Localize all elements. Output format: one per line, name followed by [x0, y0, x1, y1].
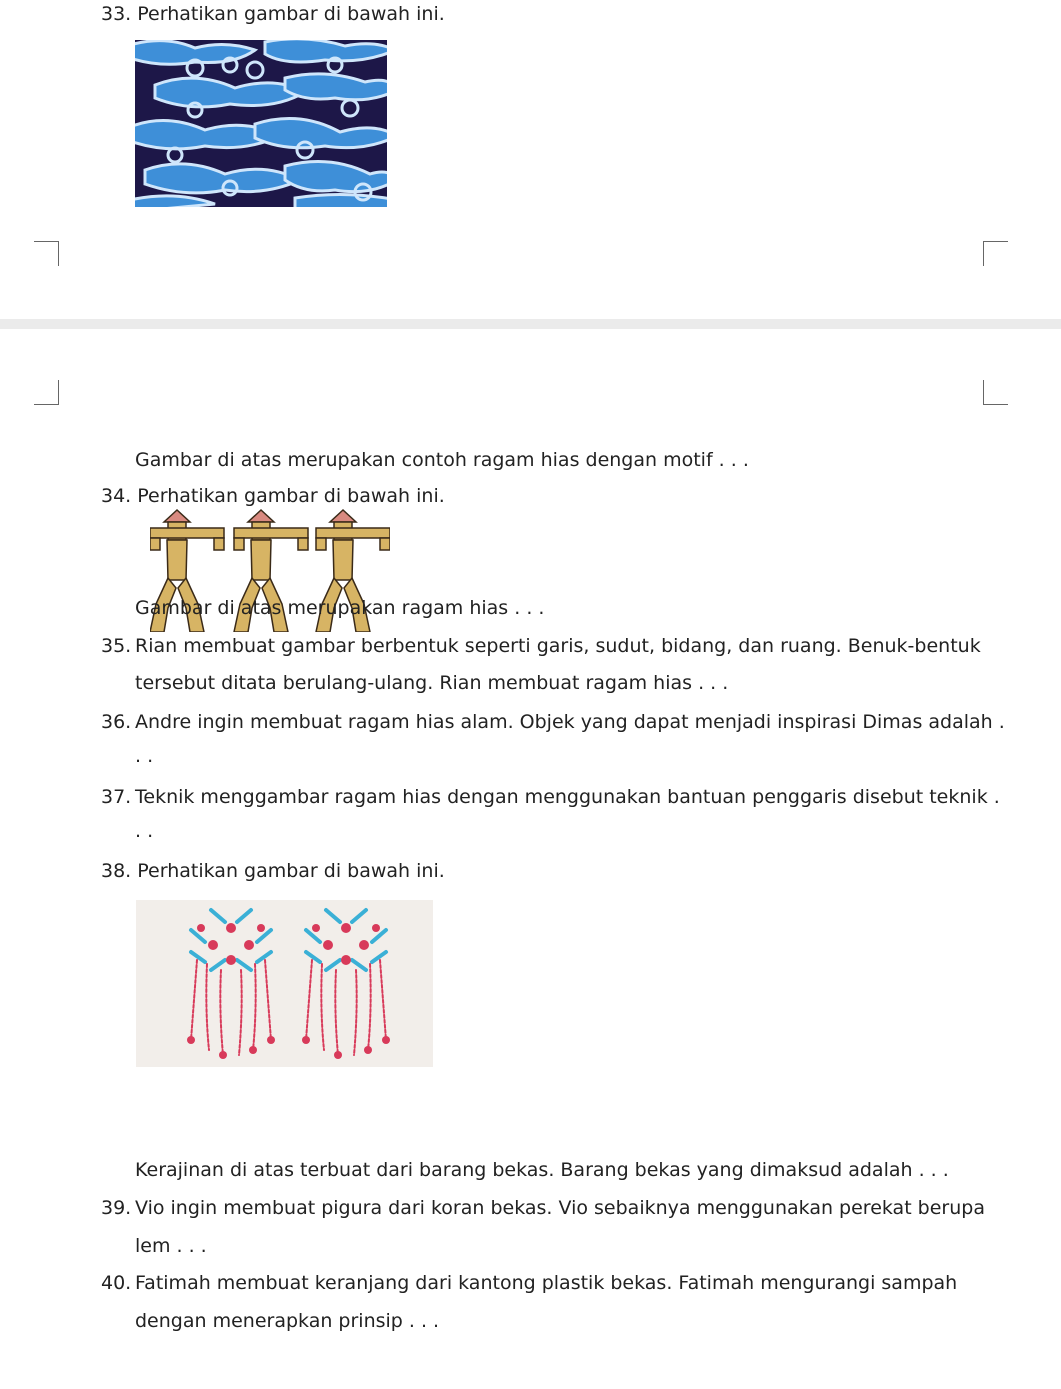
question-34-prompt: Gambar di atas merupakan ragam hias . . .	[135, 597, 545, 619]
question-40-line-1: Fatimah membuat keranjang dari kantong plastik bekas. Fatimah mengurangi sampah	[135, 1272, 958, 1294]
crop-mark-top-right	[983, 241, 1008, 266]
question-37-line-2: . .	[135, 820, 154, 842]
question-33	[101, 2, 445, 26]
question-number: 37.	[101, 786, 132, 808]
question-number: 33.	[101, 3, 132, 25]
question-40-line-2: dengan menerapkan prinsip . . .	[135, 1310, 440, 1332]
question-34	[101, 484, 445, 508]
question-33-prompt: Gambar di atas merupakan contoh ragam hias dengan motif . . .	[135, 449, 749, 471]
question-text: Perhatikan gambar di bawah ini.	[137, 860, 445, 882]
question-35-line-1: Rian membuat gambar berbentuk seperti garis, sudut, bidang, dan ruang. Benuk-bentuk	[135, 635, 981, 657]
question-number: 36.	[101, 711, 132, 733]
crop-mark-top-left	[34, 241, 59, 266]
question-39-line-2: lem . . .	[135, 1235, 207, 1257]
batik-mega-mendung-image	[135, 40, 387, 207]
question-36-line-2: . .	[135, 745, 154, 767]
question-text: Perhatikan gambar di bawah ini.	[137, 485, 445, 507]
question-37-line-1: Teknik menggambar ragam hias dengan menggunakan bantuan penggaris disebut teknik .	[135, 786, 1000, 808]
crop-mark-bottom-right	[983, 380, 1008, 405]
question-38	[101, 859, 445, 883]
page-break	[0, 319, 1061, 329]
question-35-line-2: tersebut ditata berulang-ulang. Rian membuat ragam hias . . .	[135, 672, 729, 694]
crop-mark-bottom-left	[34, 380, 59, 405]
question-number: 34.	[101, 485, 132, 507]
question-text: Perhatikan gambar di bawah ini.	[137, 3, 445, 25]
question-36-line-1: Andre ingin membuat ragam hias alam. Objek yang dapat menjadi inspirasi Dimas adalah .	[135, 711, 1005, 733]
question-39-line-1: Vio ingin membuat pigura dari koran bekas. Vio sebaiknya menggunakan perekat berupa	[135, 1197, 985, 1219]
question-number: 38.	[101, 860, 132, 882]
question-number: 35.	[101, 635, 132, 657]
question-number: 40.	[101, 1272, 132, 1294]
recycled-craft-image	[136, 900, 433, 1067]
question-38-prompt: Kerajinan di atas terbuat dari barang bekas. Barang bekas yang dimaksud adalah . . .	[135, 1159, 949, 1181]
question-number: 39.	[101, 1197, 132, 1219]
